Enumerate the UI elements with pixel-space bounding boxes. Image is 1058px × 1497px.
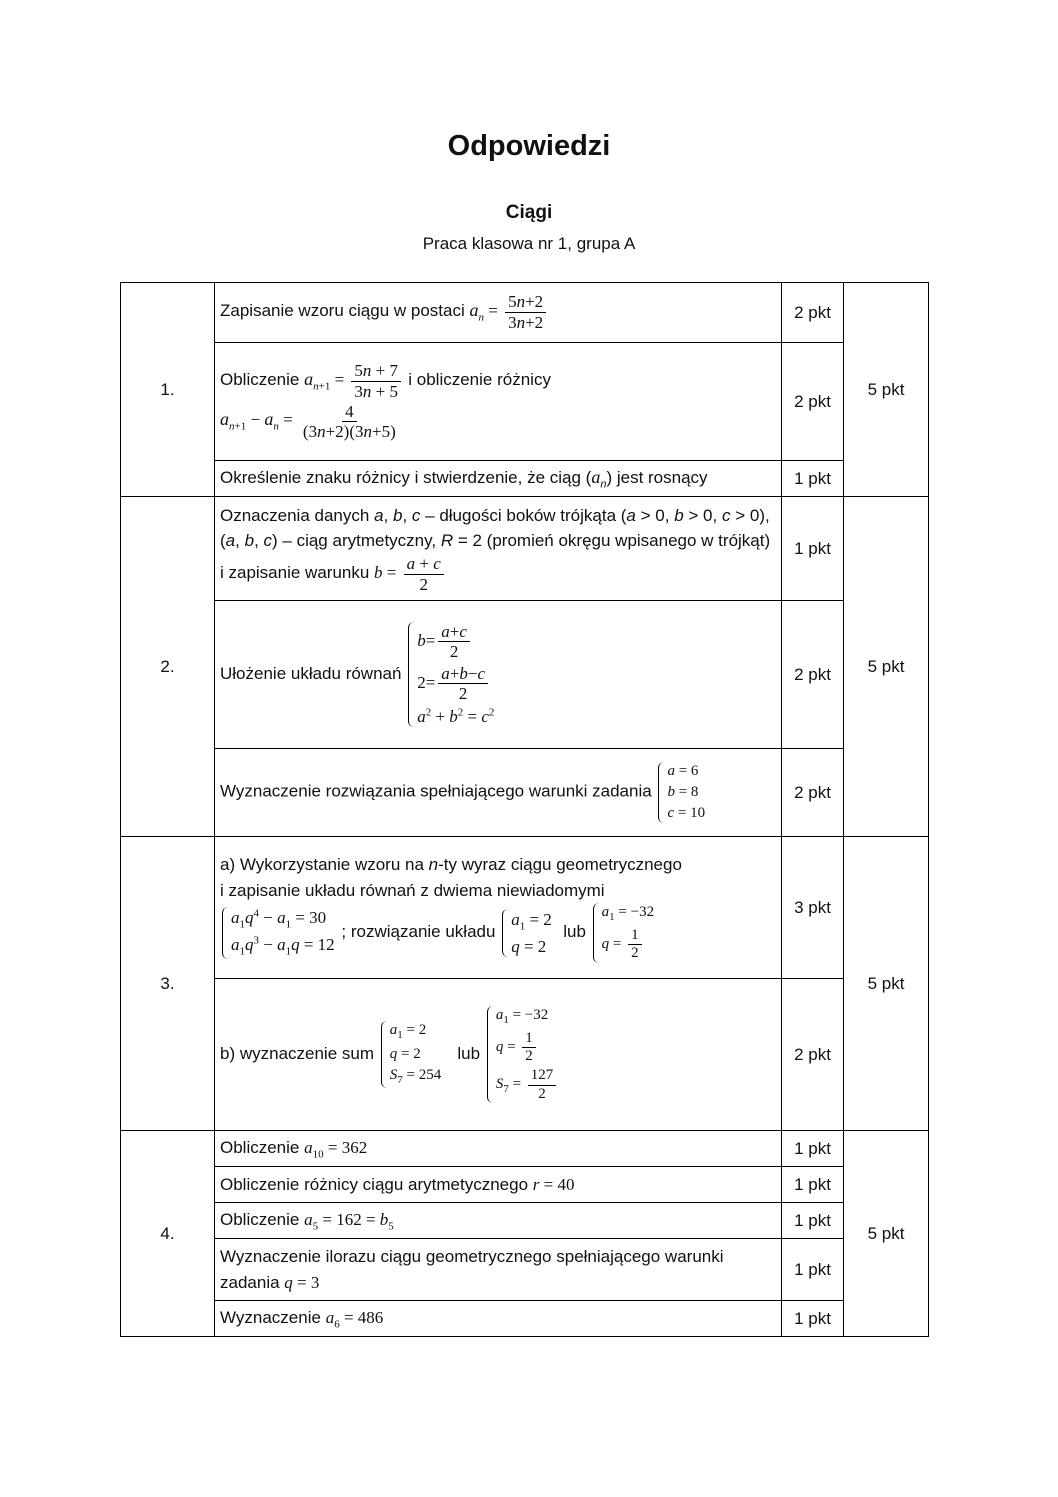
equation-system: a = 6 b = 8 c = 10 <box>658 762 705 822</box>
equation-system: $a_1 = 2$ q = 2 $S_7 = 254$ <box>381 1021 441 1087</box>
equation-system: $a_1 = -32$ q = $\frac{1}{2}$ <box>593 903 654 962</box>
criterion: Zapisanie wzoru ciągu w postaci $a_n$ = $\frac{5n+2}{3n+2}$ <box>215 283 782 343</box>
table-row <box>121 837 929 979</box>
task-number: 2. <box>121 497 215 837</box>
table-row <box>121 749 929 837</box>
points: 1 pkt <box>782 461 844 497</box>
points: 2 pkt <box>782 343 844 461</box>
task-total: 5 pkt <box>844 1131 929 1337</box>
task-total: 5 pkt <box>844 837 929 1131</box>
points: 2 pkt <box>782 283 844 343</box>
criterion: a) Wykorzystanie wzoru na n-ty wyraz ciągu geometrycznego i zapisanie układu równań z dwiema niewiadomymi $a_1q^4 - a_1 = 30$ $a_1q^3 - a_1q = 12$ ; rozwiązanie układu $a_1 = 2$ q = 2 lub $a_1 = -32$ q = $\frac{1}{2}$ <box>215 837 782 979</box>
equation-system: $a_1 = 2$ q = 2 <box>502 909 552 957</box>
table-row <box>121 497 929 601</box>
task-number: 3. <box>121 837 215 1131</box>
table-row <box>121 1203 929 1239</box>
criterion: Określenie znaku różnicy i stwierdzenie, że ciąg $(a_n)$ jest rosnący <box>215 461 782 497</box>
equation-system: b= $\frac{a+c}{2}$ 2= $\frac{a+b-c}{2}$ $a^2 + b^2 = c^2$ <box>408 622 494 727</box>
table-row <box>121 979 929 1131</box>
points: 2 pkt <box>782 979 844 1131</box>
criterion: Obliczenie różnicy ciągu arytmetycznego r = 40 <box>215 1167 782 1203</box>
points: 1 pkt <box>782 1239 844 1301</box>
section-title: Ciągi <box>505 202 553 223</box>
criterion: Oznaczenia danych a, b, c – długości boków trójkąta (a > 0, b > 0, c > 0), (a, b, c) – ciąg arytmetyczny, R = 2 (promień okręgu wpisanego w trójkąt) i zapisanie warunku b = $\frac{a + c}{2}$ <box>215 497 782 601</box>
table-row <box>121 1131 929 1167</box>
task-total: 5 pkt <box>844 283 929 497</box>
table-row <box>121 1239 929 1301</box>
criterion: Wyznaczenie ilorazu ciągu geometrycznego spełniającego warunki zadania q = 3 <box>215 1239 782 1301</box>
page-title: Odpowiedzi <box>447 130 611 162</box>
points: 1 pkt <box>782 1203 844 1239</box>
answer-key-table <box>120 282 929 1337</box>
formula: $a_{n+1} - a_n$ = $\frac{4}{(3n+2)(3n+5)}$ <box>220 401 396 442</box>
criterion: Wyznaczenie $a_6 = 486$ <box>215 1301 782 1337</box>
points: 1 pkt <box>782 497 844 601</box>
points: 1 pkt <box>782 1167 844 1203</box>
equation-system: $a_1 = -32$ q = $\frac{1}{2}$ $S_7$ = $\frac{127}{2}$ <box>487 1006 559 1103</box>
criterion: b) wyznaczenie sum $a_1 = 2$ q = 2 $S_7 = 254$ lub $a_1 = -32$ q = $\frac{1}{2}$ $S_7$ = $\frac{127}{2}$ <box>215 979 782 1131</box>
criterion: Ułożenie układu równań b= $\frac{a+c}{2}$ 2= $\frac{a+b-c}{2}$ $a^2 + b^2 = c^2$ <box>215 601 782 749</box>
section-subtitle: Praca klasowa nr 1, grupa A <box>422 234 636 253</box>
table-row <box>121 1167 929 1203</box>
points: 3 pkt <box>782 837 844 979</box>
points: 1 pkt <box>782 1301 844 1337</box>
table-row <box>121 601 929 749</box>
task-total: 5 pkt <box>844 497 929 837</box>
formula: $a_{n+1}$ = $\frac{5n + 7}{3n + 5}$ <box>304 370 408 389</box>
points: 1 pkt <box>782 1131 844 1167</box>
criterion: Obliczenie $a_{10} = 362$ <box>215 1131 782 1167</box>
table-row <box>121 461 929 497</box>
criterion: Obliczenie $a_{n+1}$ = $\frac{5n + 7}{3n + 5}$ i obliczenie różnicy $a_{n+1} - a_n$ = $\frac{4}{(3n+2)(3n+5)}$ <box>215 343 782 461</box>
criterion: Wyznaczenie rozwiązania spełniającego warunki zadania a = 6 b = 8 c = 10 <box>215 749 782 837</box>
points: 2 pkt <box>782 749 844 837</box>
table-row <box>121 283 929 343</box>
task-number: 4. <box>121 1131 215 1337</box>
points: 2 pkt <box>782 601 844 749</box>
equation-system: $a_1q^4 - a_1 = 30$ $a_1q^3 - a_1q = 12$ <box>222 907 335 959</box>
table-row <box>121 1301 929 1337</box>
table-row <box>121 343 929 461</box>
criterion: Obliczenie $a_5 = 162 = b_5$ <box>215 1203 782 1239</box>
task-number: 1. <box>121 283 215 497</box>
formula: $a_n$ = $\frac{5n+2}{3n+2}$ <box>469 301 549 320</box>
